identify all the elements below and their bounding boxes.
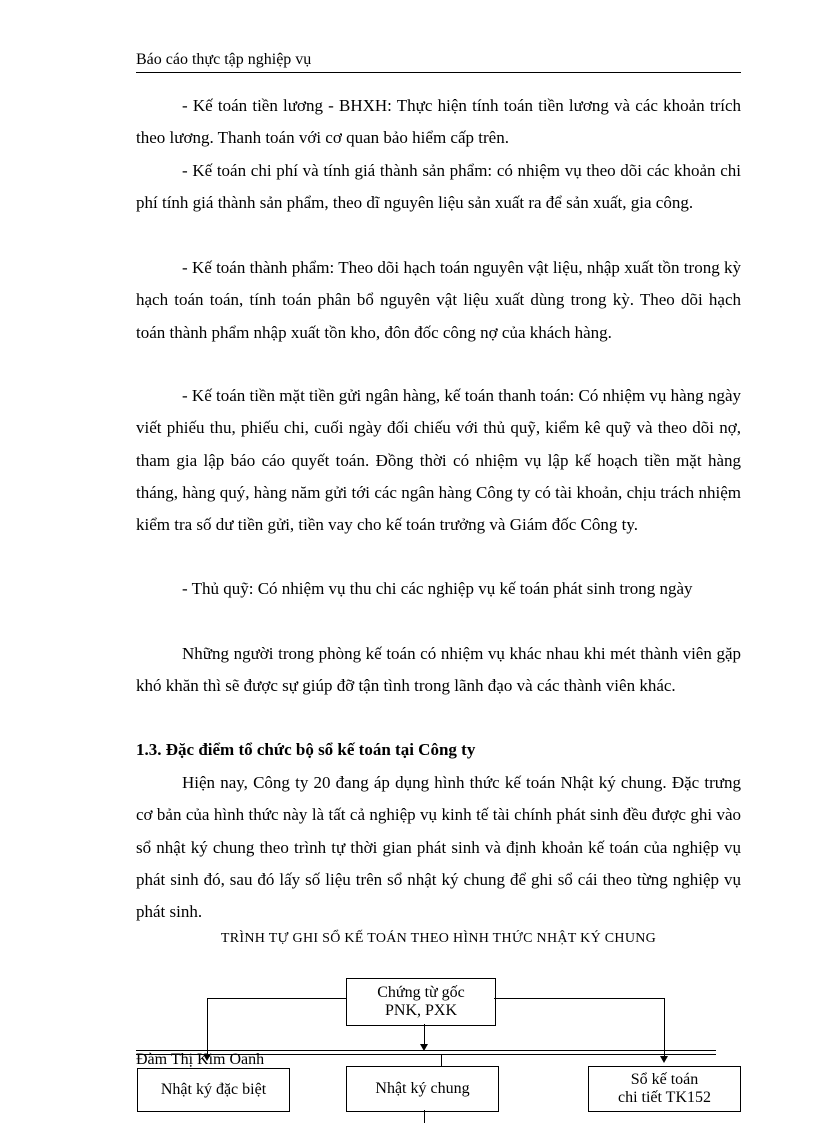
paragraph-cash-accounting: - Kế toán tiền mặt tiền gửi ngân hàng, kế toán thanh toán: Có nhiệm vụ hàng ngày viết phiếu thu, phiếu chi, cuối ngày đối chiếu với thủ quỹ, kiểm kê quỹ và theo dõi nợ, tham gia lập báo cáo quyết toán. Đồng thời có nhiệm vụ lập kế hoạch tiền mặt hàng tháng, hàng quý, hàng năm gửi tới các ngân hàng Công ty có tài khoản, chịu trách nhiệm kiểm tra số dư tiền gửi, tiền vay cho kế toán trưởng và Giám đốc Công ty. xyxy=(136,386,741,535)
paragraph-general-journal: Hiện nay, Công ty 20 đang áp dụng hình thức kế toán Nhật ký chung. Đặc trưng cơ bản của hình thức này là tất cả nghiệp vụ kinh tế tài chính phát sinh đều được ghi vào sổ nhật ký chung theo trình tự thời gian phát sinh và định khoản kế toán của nghiệp vụ phát sinh đó, sau đó lấy số liệu trên sổ nhật ký chung để ghi sổ cái theo từng nghiệp vụ phát sinh. xyxy=(136,773,741,922)
connector-center-vertical xyxy=(424,1024,425,1046)
special-journal-label: Nhật ký đặc biệt xyxy=(160,1081,267,1098)
connector-right-horizontal xyxy=(494,998,664,999)
source-line-1: Chứng từ gốc xyxy=(377,984,465,1001)
footer-author: Đàm Thị Kim Oanh xyxy=(136,1051,265,1068)
source-line-2: PNK, PXK xyxy=(384,1002,457,1019)
detail-ledger-line-1: Sổ kế toán xyxy=(630,1071,699,1088)
header-title: Báo cáo thực tập nghiệp vụ xyxy=(136,51,312,68)
diagram-caption: TRÌNH TỰ GHI SỔ KẾ TOÁN THEO HÌNH THỨC NHẬT KÝ CHUNG xyxy=(220,931,657,946)
paragraph-salary-accounting: - Kế toán tiền lương - BHXH: Thực hiện tính toán tiền lương và các khoản trích theo lương. Thanh toán với cơ quan bảo hiểm cấp trên. xyxy=(136,96,741,148)
special-journal-box xyxy=(137,1068,290,1112)
paragraph-treasurer: - Thủ quỹ: Có nhiệm vụ thu chi các nghiệp vụ kế toán phát sinh trong ngày xyxy=(182,579,693,598)
detail-ledger-line-2: chi tiết TK152 xyxy=(617,1089,712,1106)
source-documents-box xyxy=(346,978,496,1026)
paragraph-team-support: Những người trong phòng kế toán có nhiệm vụ khác nhau khi mét thành viên gặp khó khăn thì sẽ được sự giúp đỡ tận tình trong lãnh đạo và các thành viên khác. xyxy=(136,644,741,696)
general-journal-label: Nhật ký chung xyxy=(375,1080,470,1097)
paragraph-cost-accounting: - Kế toán chi phí và tính giá thành sản phẩm: có nhiệm vụ theo dõi các khoản chi phí tính giá thành sản phẩm, theo dĩ nguyên liệu sản xuất ra để sản xuất, gia công. xyxy=(136,161,741,213)
arrow-down-icon xyxy=(660,1056,668,1063)
section-heading: 1.3. Đặc điểm tổ chức bộ sổ kế toán tại Công ty xyxy=(136,740,476,759)
connector-left-vertical xyxy=(207,998,208,1056)
connector-below-general-journal xyxy=(424,1110,425,1123)
connector-right-vertical xyxy=(664,998,665,1056)
detail-ledger-box xyxy=(588,1066,741,1112)
paragraph-finished-goods-accounting: - Kế toán thành phẩm: Theo dõi hạch toán nguyên vật liệu, nhập xuất tồn trong kỳ hạch toán toán, tính toán phân bổ nguyên vật liệu xuất dùng trong kỳ. Theo dõi hạch toán thành phẩm nhập xuất tồn kho, đôn đốc công nợ của khách hàng. xyxy=(136,258,741,342)
general-journal-box xyxy=(346,1066,499,1112)
page-header xyxy=(136,50,741,73)
connector-left-horizontal xyxy=(207,998,346,999)
